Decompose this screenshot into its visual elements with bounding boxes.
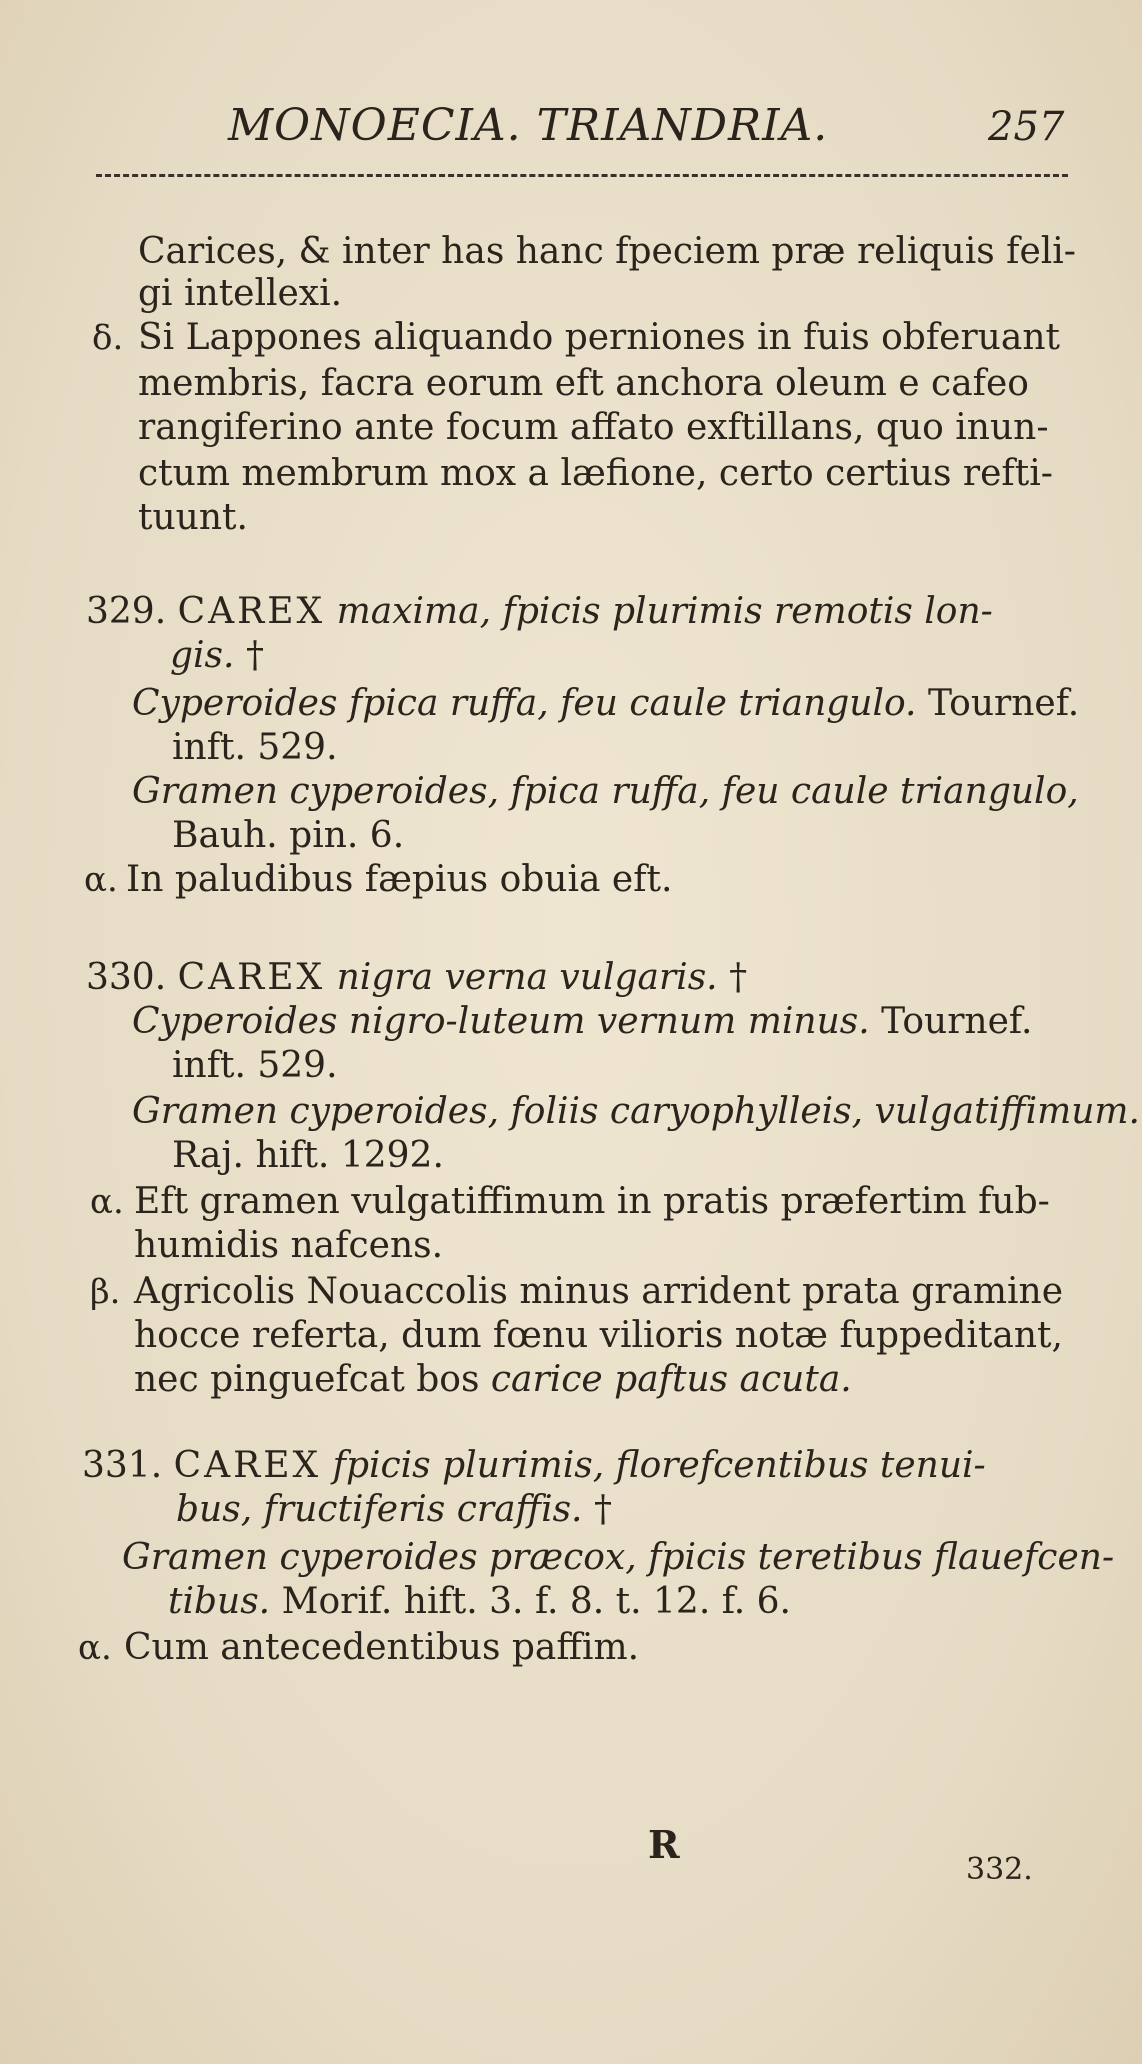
diagnosis: fpicis plurimis, florefcentibus tenui- — [332, 1445, 986, 1486]
dagger-mark: † — [593, 1489, 612, 1530]
synonym-2: Gramen cyperoides, fpica ruffa, feu caule triangulo, — [132, 771, 1079, 812]
text-line: rangiferino ante focum affato exftillans, quo inun- — [138, 407, 1049, 448]
synonym-1: Cyperoides fpica ruffa, feu caule triangulo. Tournef. — [132, 683, 1080, 724]
diagnosis: nigra verna vulgaris. — [336, 957, 718, 998]
text-line: membris, facra eorum eft anchora oleum e cafeo — [138, 363, 1029, 404]
genus-name: CAREX — [177, 957, 326, 998]
catchword: 332. — [966, 1852, 1033, 1887]
text-line: gi intellexi. — [138, 273, 343, 314]
header-rule — [96, 174, 1068, 177]
text-line: Carices, & inter has hanc fpeciem præ reliquis feli- — [138, 231, 1076, 272]
diagnosis-continued: gis. † — [170, 635, 264, 676]
text-line: Si Lappones aliquando perniones in fuis obferuant — [138, 317, 1060, 358]
text-line: hocce referta, dum fœnu vilioris notæ fuppeditant, — [134, 1315, 1063, 1356]
habitat-note: In paludibus fæpius obuia eft. — [126, 859, 673, 900]
genus-name: CAREX — [173, 1445, 322, 1486]
entry-number: 329. — [86, 591, 167, 632]
page-number: 257 — [988, 104, 1065, 150]
habitat-marker: α. — [84, 860, 118, 900]
synonym-1: Gramen cyperoides præcox, fpicis teretibus flauefcen- — [122, 1537, 1115, 1578]
synonym-1-continued: tibus. Morif. hift. 3. f. 8. t. 12. f. 6. — [168, 1581, 791, 1622]
signature-mark: R — [648, 1822, 680, 1867]
dagger-mark: † — [245, 635, 264, 676]
synonym-1: Cyperoides nigro-luteum vernum minus. Tournef. — [132, 1001, 1033, 1042]
diagnosis-continued: bus, fructiferis craffis. † — [176, 1489, 612, 1530]
note-marker: α. — [90, 1182, 124, 1222]
entry-330-heading — [86, 958, 747, 998]
text-line: Eft gramen vulgatiffimum in pratis præfertim fub- — [134, 1181, 1050, 1222]
diagnosis: maxima, fpicis plurimis remotis lon- — [336, 591, 993, 632]
text-line: humidis nafcens. — [134, 1225, 444, 1266]
note-marker: δ. — [92, 318, 124, 358]
entry-331-heading — [82, 1446, 986, 1486]
text-line: tuunt. — [138, 497, 248, 538]
synonym-1-ref: inft. 529. — [172, 727, 338, 768]
synonym-2-ref: Bauh. pin. 6. — [172, 815, 405, 856]
genus-name: CAREX — [177, 591, 326, 632]
text-line: Agricolis Nouaccolis minus arrident prata gramine — [134, 1271, 1064, 1312]
synonym-2: Gramen cyperoides, foliis caryophylleis, vulgatiffimum. — [132, 1091, 1140, 1132]
entry-number: 330. — [86, 957, 167, 998]
entry-number: 331. — [82, 1445, 163, 1486]
authority: Tournef. — [881, 1001, 1033, 1042]
synonym-1-ref: inft. 529. — [172, 1045, 338, 1086]
authority: Tournef. — [927, 683, 1080, 724]
entry-329-heading — [86, 592, 993, 632]
running-head: MONOECIA. TRIANDRIA. — [228, 100, 829, 151]
synonym-2-ref: Raj. hift. 1292. — [172, 1135, 444, 1176]
text-line: nec pinguefcat bos carice paftus acuta. — [134, 1359, 852, 1400]
dagger-mark: † — [729, 957, 748, 998]
reference: Morif. hift. 3. f. 8. t. 12. f. 6. — [281, 1581, 791, 1622]
habitat-note: Cum antecedentibus paffim. — [124, 1627, 640, 1668]
habitat-marker: α. — [78, 1628, 112, 1668]
text-line: ctum membrum mox a læfione, certo certius refti- — [138, 453, 1053, 494]
note-marker: β. — [90, 1272, 121, 1312]
